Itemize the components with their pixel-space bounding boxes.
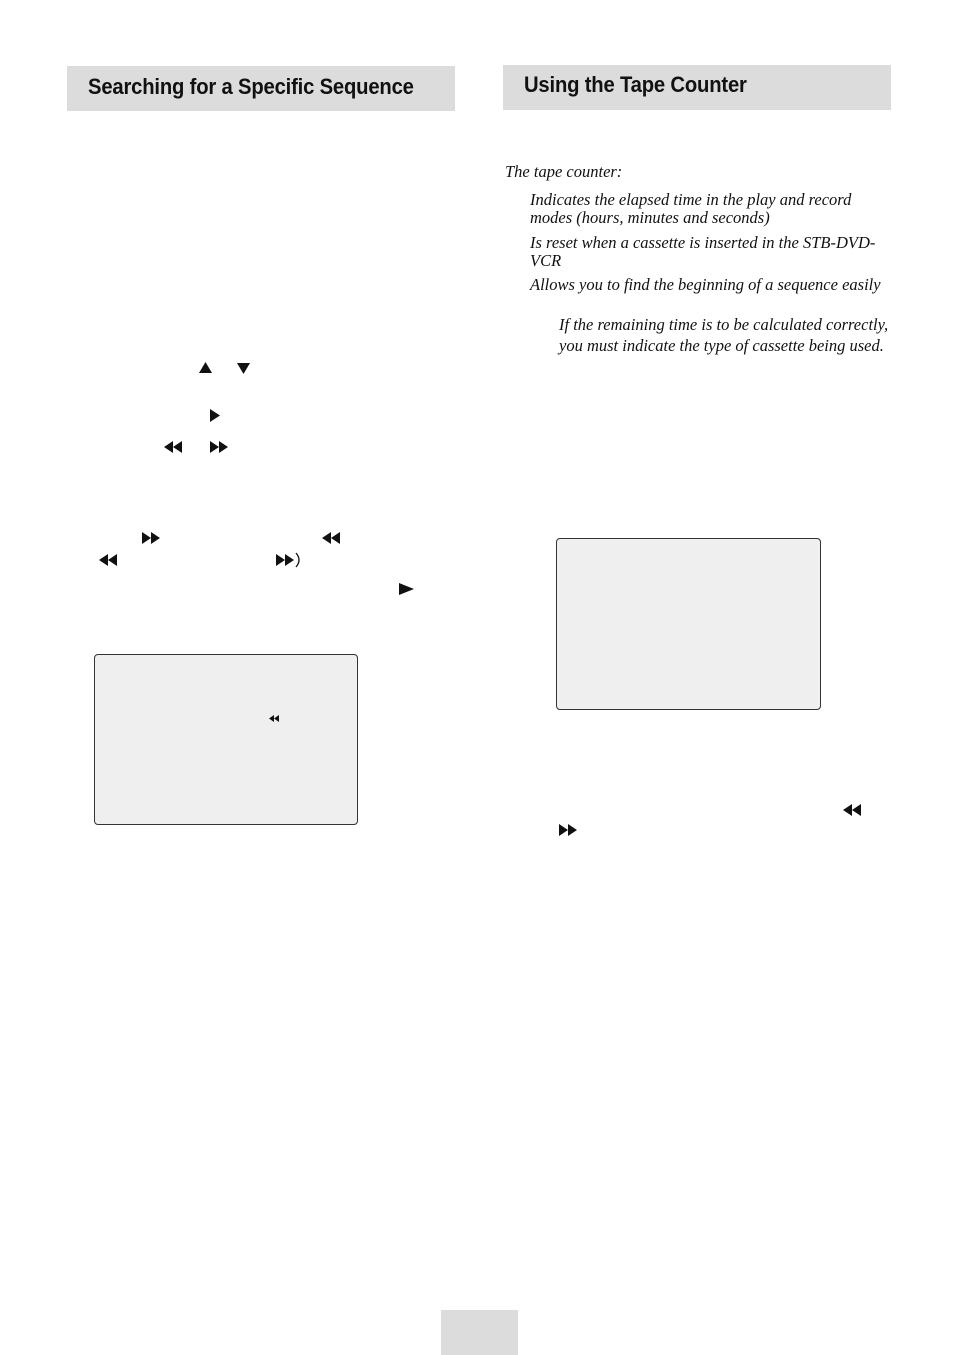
play-icon [399, 583, 414, 595]
play-icon [210, 409, 220, 422]
intro-text: The tape counter: [505, 162, 623, 181]
section-header-tape-counter [503, 65, 891, 110]
down-triangle-icon [237, 363, 250, 374]
fast-forward-icon [142, 532, 160, 544]
section-heading: Searching for a Specific Sequence [88, 74, 414, 99]
fast-forward-icon [210, 441, 228, 453]
section-heading: Using the Tape Counter [524, 72, 747, 97]
up-triangle-icon [199, 362, 212, 373]
page-number-box [441, 1310, 518, 1355]
bullet-item: Is reset when a cassette is inserted in the STB-DVD-VCR [530, 233, 876, 270]
rewind-icon [164, 441, 182, 453]
note-text: If the remaining time is to be calculated correctly, you must indicate the type of cassette being used. [559, 315, 889, 355]
bullet-item: Indicates the elapsed time in the play and record modes (hours, minutes and seconds) [530, 190, 852, 227]
tv-screen-illustration [556, 538, 821, 710]
rewind-icon [99, 554, 117, 566]
rewind-icon [269, 715, 279, 722]
bullet-item: Allows you to find the beginning of a sequence easily [530, 275, 881, 294]
fast-forward-icon [559, 824, 577, 836]
rewind-icon [843, 804, 861, 816]
rewind-icon [322, 532, 340, 544]
section-header-searching [67, 66, 455, 111]
tv-screen-illustration [94, 654, 358, 825]
fast-forward-icon [276, 552, 302, 568]
